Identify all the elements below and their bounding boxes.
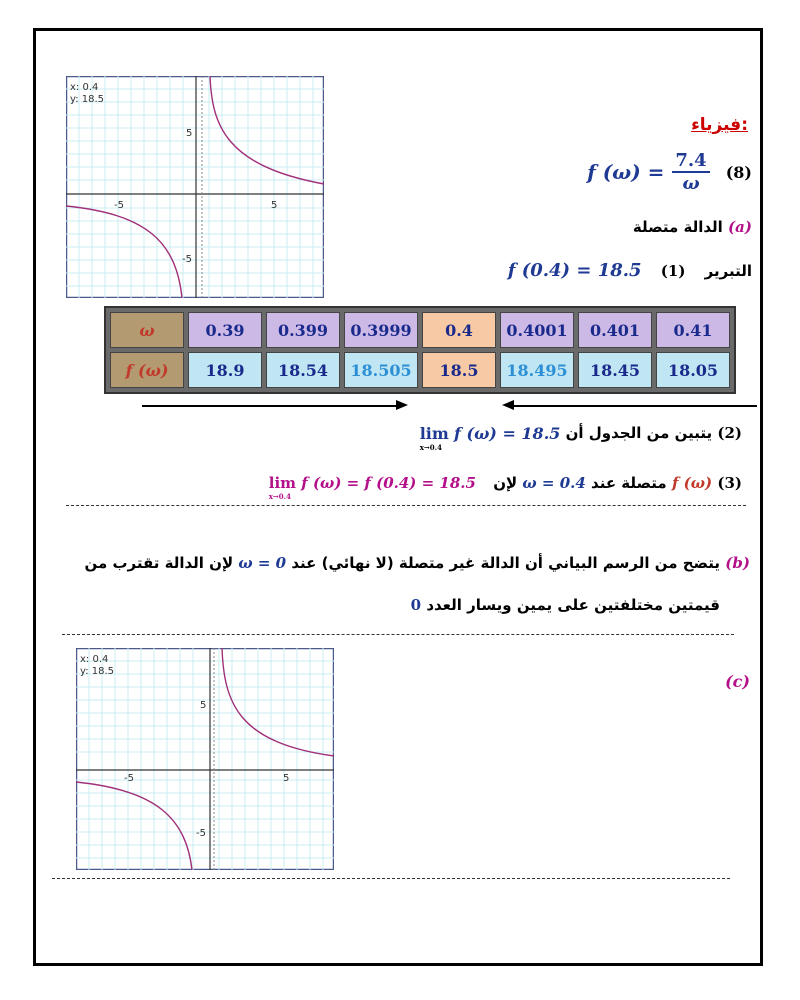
step-3-num: (3) [717, 474, 742, 492]
table-cell: 18.45 [578, 352, 652, 388]
tick-yneg5: -5 [196, 828, 206, 839]
graph-bottom [76, 648, 334, 870]
table-cell: 0.4 [422, 312, 496, 348]
step-3-text: متصلة عند [591, 474, 667, 492]
justification-expr: f (0.4) = 18.5 [507, 260, 642, 281]
divider-3 [52, 878, 730, 879]
tick-neg5: -5 [124, 773, 134, 784]
fraction [672, 150, 709, 194]
table-cell: f (ω) [110, 352, 184, 388]
table-cell: 18.495 [500, 352, 574, 388]
part-b-line1: (b) يتضح من الرسم البياني أن الدالة غير متصلة (لا نهائي) عند ω = 0 لإن الدالة تقترب من [84, 554, 750, 572]
step-2 [420, 424, 742, 452]
arrow-left-icon [502, 399, 514, 411]
table-cell: 0.401 [578, 312, 652, 348]
table-cell: 18.505 [344, 352, 418, 388]
item-number: (8) [725, 162, 752, 182]
graph-top [66, 76, 324, 298]
justification [508, 260, 752, 281]
value-table [104, 306, 736, 394]
readout-y: y: 18.5 [70, 94, 105, 105]
table-cell: 18.54 [266, 352, 340, 388]
step-3-fw: f (ω) [671, 474, 713, 492]
divider-2 [62, 634, 734, 635]
table-cell: 0.3999 [344, 312, 418, 348]
step-3-because: لإن [493, 474, 518, 492]
table-cell: 18.9 [188, 352, 262, 388]
part-b-label: (b) [725, 554, 750, 572]
table-row-f [110, 352, 730, 388]
step-2-text: يتبين من الجدول أن [565, 424, 713, 442]
denominator: ω [682, 173, 700, 194]
step-3-limit: lim f (ω) = f (0.4) = 18.5 x→0.4 [268, 474, 476, 501]
step-2-num: (2) [717, 424, 742, 442]
numerator: 7.4 [672, 150, 709, 173]
part-a-label: (a) [728, 218, 752, 236]
part-a [633, 218, 752, 236]
tick-yneg5: -5 [182, 254, 192, 265]
table-cell: 18.5 [422, 352, 496, 388]
table-cell: 0.4001 [500, 312, 574, 348]
tick-neg5: -5 [114, 200, 124, 211]
part-b-line2: قيمتين مختلفتين على يمين ويسار العدد 0 [410, 596, 720, 614]
arrow-right-icon [396, 399, 408, 411]
divider-1 [66, 505, 746, 506]
part-c-label: (c) [725, 672, 750, 691]
step-2-limit: lim f (ω) = 18.5 x→0.4 [419, 424, 561, 452]
table-row-omega [110, 312, 730, 348]
tick-y5: 5 [200, 700, 207, 711]
table-cell: 0.399 [266, 312, 340, 348]
readout-x: x: 0.4 [80, 654, 109, 665]
part-a-text: الدالة متصلة [632, 218, 723, 236]
table-cell: 18.05 [656, 352, 730, 388]
tick-pos5: 5 [283, 773, 290, 784]
table-cell: 0.41 [656, 312, 730, 348]
section-title: فيزياء: [691, 115, 748, 135]
tick-y5: 5 [186, 128, 193, 139]
readout-y: y: 18.5 [80, 666, 115, 677]
justification-step: (1) [660, 262, 686, 280]
table-cell: 0.39 [188, 312, 262, 348]
step-3 [269, 474, 742, 501]
table-cell: ω [110, 312, 184, 348]
arrow-right-line [142, 405, 400, 407]
readout-x: x: 0.4 [70, 82, 99, 93]
function-lhs: f (ω) = [587, 160, 665, 184]
justification-label: التبرير [704, 262, 752, 280]
arrow-left-line [512, 405, 757, 407]
function-definition [587, 150, 752, 194]
step-3-eq: ω = 0.4 [522, 474, 586, 492]
tick-pos5: 5 [271, 200, 278, 211]
